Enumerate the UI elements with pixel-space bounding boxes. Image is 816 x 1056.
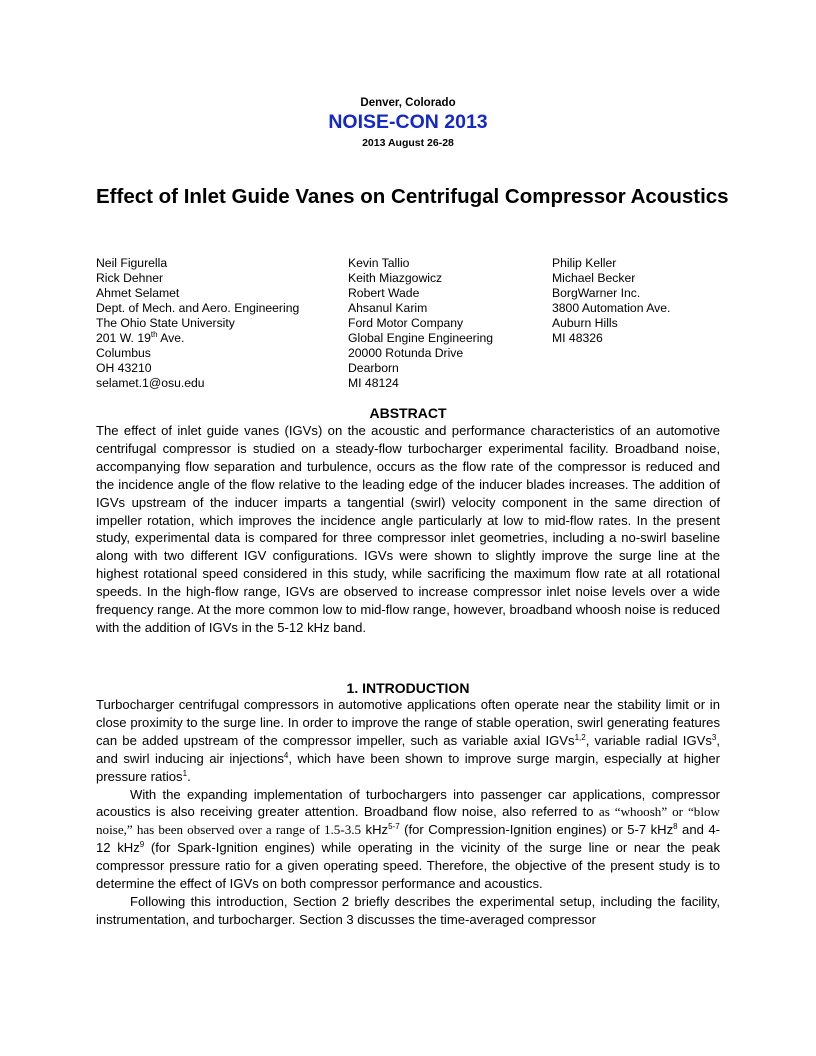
author-email: selamet.1@osu.edu (96, 376, 205, 390)
citation-superscript: 8 (673, 822, 678, 832)
citation-superscript: 1,2 (574, 732, 586, 742)
author-address (96, 331, 299, 346)
author-line: Auburn Hills (552, 316, 618, 330)
text-run: as “whoosh” or “blow noise,” has been observed over a range of 1.5-3.5 (96, 804, 720, 838)
author-line: OH 43210 (96, 361, 152, 375)
text-run: (for Spark-Ignition engines) while operating in the vicinity of the surge line or near the peak compressor pressure ratio for a given operating speed. Therefore, the objective of the present study is to determine the effect of IGVs on both compressor performance and acoustics. (96, 840, 720, 892)
conference-date: 2013 August 26-28 (362, 137, 454, 149)
author-line: Rick Dehner (96, 271, 164, 285)
author-line: Philip Keller (552, 256, 617, 270)
text-run: With the expanding implementation of turbochargers into passenger car applications, compressor acoustics is also receiving greater attention. Broadband flow noise, also referred to (96, 786, 720, 820)
paragraph: Following this introduction, Section 2 briefly describes the experimental setup, including the facility, instrumentation, and turbocharger. Section 3 discusses the time-averaged compressor (96, 893, 720, 927)
author-line: Ahmet Selamet (96, 286, 180, 300)
author-line: Neil Figurella (96, 256, 168, 270)
abstract-text: The effect of inlet guide vanes (IGVs) on the acoustic and performance characteristics of an automotive centrifugal compressor is studied on a steady-flow turbocharger experimental facility. Broadband noise, accompanying flow separation and turbulence, occurs as the flow rate of the compressor is reduced and the incidence angle of the flow relative to the leading edge of the inducer blades increases. The addition of IGVs upstream of the inducer imparts a tangential (swirl) velocity component in the same direction of impeller rotation, which improves the incidence angle particularly at low to mid-flow rates. In the present study, experimental data is compared for three compressor inlet geometries, including a no-swirl baseline along with two different IGV configurations. IGVs were shown to slightly improve the surge line at the highest rotational speed considered in this study, while sacrificing the maximum flow rate at all rotational speeds. In the high-flow range, IGVs are observed to increase compressor inlet noise levels over a wide frequency range. At the more common low to mid-flow range, however, broadband whoosh noise is reduced with the addition of IGVs in the 5-12 kHz band. (96, 423, 720, 635)
address-text: Ave. (157, 331, 185, 345)
citation-superscript: 1 (182, 768, 188, 778)
text-run: (for Compression-Ignition engines) or 5-7 kHz (399, 822, 674, 838)
paper-title: Effect of Inlet Guide Vanes on Centrifugal Compressor Acoustics (96, 185, 729, 208)
paragraph (96, 696, 720, 786)
author-line: Kevin Tallio (348, 256, 410, 270)
author-line: Dearborn (348, 361, 399, 375)
author-line: BorgWarner Inc. (552, 286, 641, 300)
author-line: MI 48124 (348, 376, 399, 390)
introduction-heading: 1. INTRODUCTION (346, 680, 470, 696)
author-line: Global Engine Engineering (348, 331, 494, 345)
abstract-heading: ABSTRACT (369, 405, 447, 421)
author-line: Robert Wade (348, 286, 420, 300)
citation-superscript: 4 (283, 750, 289, 760)
author-line: Michael Becker (552, 271, 636, 285)
text-run: , which have been shown to improve surge margin, especially at higher pressure ratios (96, 750, 720, 784)
author-column-2 (348, 256, 493, 391)
citation-superscript: 9 (139, 840, 145, 850)
author-line: MI 48326 (552, 331, 603, 345)
text-run: Turbocharger centrifugal compressors in automotive applications often operate near the stability limit or in close proximity to the surge line. In order to improve the range of stable operation, swirl generating features can be added upstream of the compressor impeller, such as variable axial IGVs (96, 697, 720, 748)
author-line: The Ohio State University (96, 316, 235, 330)
conference-name: NOISE-CON 2013 (328, 111, 488, 133)
author-line: Ford Motor Company (348, 316, 464, 330)
text-run: . (187, 768, 191, 784)
citation-superscript: 3 (711, 732, 717, 742)
text-run: and 4-12 kHz (96, 822, 721, 856)
paragraph (96, 786, 720, 893)
text-run: , variable radial IGVs (585, 732, 712, 748)
address-text: 201 W. 19 (96, 331, 151, 345)
author-line: Keith Miazgowicz (348, 271, 443, 285)
author-line: 3800 Automation Ave. (552, 301, 671, 315)
author-line: Columbus (96, 346, 151, 360)
text-run: , and swirl inducing air injections (96, 732, 720, 766)
author-column-1 (96, 256, 299, 391)
author-line: Ahsanul Karim (348, 301, 428, 315)
author-column-3 (552, 256, 670, 346)
author-line: Dept. of Mech. and Aero. Engineering (96, 301, 300, 315)
text-run: kHz (361, 822, 389, 838)
conference-location: Denver, Colorado (360, 97, 456, 109)
introduction-body (96, 696, 720, 929)
citation-superscript: 5-7 (388, 822, 400, 832)
superscript: th (150, 330, 158, 339)
author-line: 20000 Rotunda Drive (348, 346, 464, 360)
